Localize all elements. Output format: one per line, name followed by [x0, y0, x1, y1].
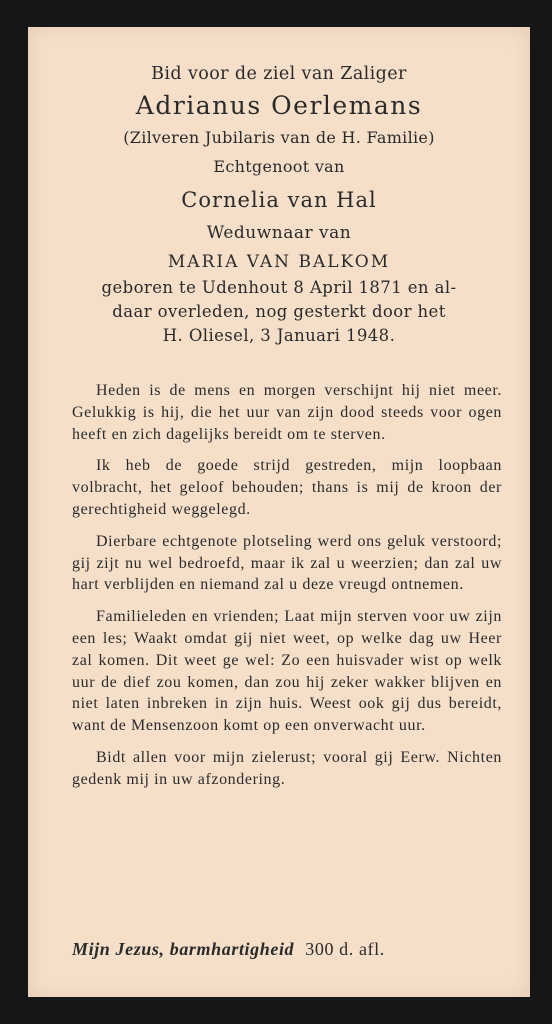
spouse-intro: Echtgenoot van [213, 157, 345, 176]
memorial-card [28, 27, 530, 997]
paragraph-to-wife: Dierbare echtgenote plotseling werd ons geluk verstoord; gij zijt nu wel bedroefd, maar ik zal u weerzien; dan zal uw hart verblijden en niemand zal u deze vreugd ontnemen. [72, 532, 502, 594]
paragraph-to-family: Familieleden en vrienden; Laat mijn sterven voor uw zijn een les; Waakt omdat gij niet weet, op welke dag uw Heer zal komen. Dit weet ge wel: Zo een huisvader wist op welk uur de dief zou komen, dan zou hij zeker wakker blijven en niet laten inbreken in zijn huis. Weest ook gij dus bereidt, want de Mensenzoon komt op een onverwacht uur. [72, 608, 502, 735]
indulgence-note: 300 d. afl. [305, 939, 385, 959]
widower-intro: Weduwnaar van [206, 223, 352, 243]
opening-line: Bid voor de ziel van Zaliger [151, 64, 407, 84]
birth-line-2: daar overleden, nog gesterkt door het [112, 302, 446, 321]
paragraph-prayer-request: Bidt allen voor mijn zielerust; vooral gij Eerw. Nichten gedenk mij in uw afzondering. [72, 748, 502, 788]
birth-line-3: H. Oliesel, 3 Januari 1948. [162, 326, 396, 345]
spouse-name: Cornelia van Hal [181, 188, 377, 212]
card-body [72, 380, 502, 801]
jubilee-line: (Zilveren Jubilaris van de H. Familie) [123, 128, 435, 147]
card-header [28, 60, 530, 348]
paragraph-mortality: Heden is de mens en morgen verschijnt hij niet meer. Gelukkig is hij, die het uur van zijn dood steeds voor ogen heeft en zich dagelijks bereidt om te sterven. [72, 382, 502, 443]
deceased-name: Adrianus Oerlemans [135, 91, 423, 120]
card-footer [72, 935, 502, 963]
birth-line-1: geboren te Udenhout 8 April 1871 en al- [101, 278, 457, 297]
paragraph-good-fight: Ik heb de goede strijd gestreden, mijn loopbaan volbracht, het geloof behouden; thans is mij de kroon der gerechtigheid weggelegd. [72, 457, 502, 518]
first-wife-name: MARIA VAN BALKOM [167, 252, 391, 272]
closing-prayer: Mijn Jezus, barmhartigheid [72, 939, 295, 959]
